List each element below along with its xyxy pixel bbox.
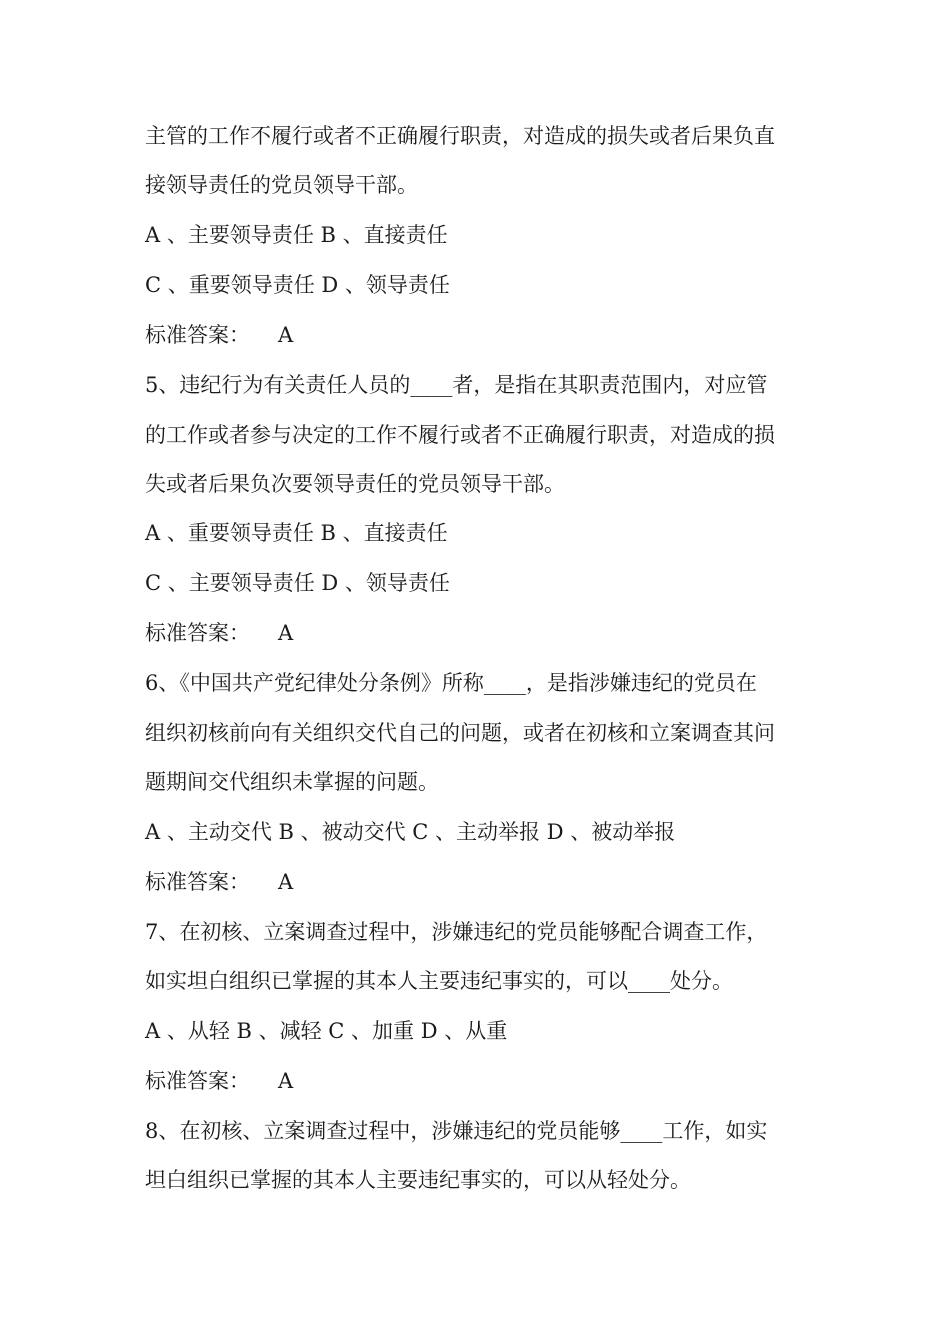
text-line: 的工作或者参与决定的工作不履行或者不正确履行职责，对造成的损 bbox=[145, 423, 775, 447]
standard-answer bbox=[145, 1066, 825, 1096]
options-line: C 、主要领导责任 D 、领导责任 bbox=[145, 571, 450, 595]
text-line: 题期间交代组织未掌握的问题。 bbox=[145, 770, 439, 794]
text-line: 组织初核前向有关组织交代自己的问题，或者在初核和立案调查其问 bbox=[145, 721, 775, 745]
question-7: 7、在初核、立案调查过程中，涉嫌违纪的党员能够配合调查工作， bbox=[145, 920, 768, 944]
answer-label: 标准答案： bbox=[145, 870, 250, 894]
question-8: 8、在初核、立案调查过程中，涉嫌违纪的党员能够____工作，如实 bbox=[145, 1119, 768, 1143]
options-line: A 、主动交代 B 、被动交代 C 、主动举报 D 、被动举报 bbox=[145, 820, 676, 844]
answer-label: 标准答案： bbox=[145, 1069, 250, 1093]
answer-label: 标准答案： bbox=[145, 621, 250, 645]
standard-answer bbox=[145, 867, 825, 897]
answer-label: 标准答案： bbox=[145, 323, 250, 347]
text-line: 坦白组织已掌握的其本人主要违纪事实的，可以从轻处分。 bbox=[145, 1168, 691, 1192]
text-line: 如实坦白组织已掌握的其本人主要违纪事实的，可以____处分。 bbox=[145, 969, 733, 993]
standard-answer bbox=[145, 320, 825, 350]
text-line: 失或者后果负次要领导责任的党员领导干部。 bbox=[145, 472, 565, 496]
standard-answer bbox=[145, 618, 825, 648]
question-6: 6、《中国共产党纪律处分条例》所称____，是指涉嫌违纪的党员在 bbox=[145, 671, 757, 695]
text-line: 接领导责任的党员领导干部。 bbox=[145, 173, 418, 197]
question-5: 5、违纪行为有关责任人员的____者，是指在其职责范围内，对应管 bbox=[145, 373, 768, 397]
answer-value: A bbox=[278, 323, 294, 347]
answer-value: A bbox=[278, 1069, 294, 1093]
text-line: 主管的工作不履行或者不正确履行职责，对造成的损失或者后果负直 bbox=[145, 124, 775, 148]
options-line: A 、主要领导责任 B 、直接责任 bbox=[145, 223, 448, 247]
answer-value: A bbox=[278, 870, 294, 894]
options-line: A 、重要领导责任 B 、直接责任 bbox=[145, 521, 448, 545]
options-line: C 、重要领导责任 D 、领导责任 bbox=[145, 273, 450, 297]
options-line: A 、从轻 B 、减轻 C 、加重 D 、从重 bbox=[145, 1019, 508, 1043]
answer-value: A bbox=[278, 621, 294, 645]
